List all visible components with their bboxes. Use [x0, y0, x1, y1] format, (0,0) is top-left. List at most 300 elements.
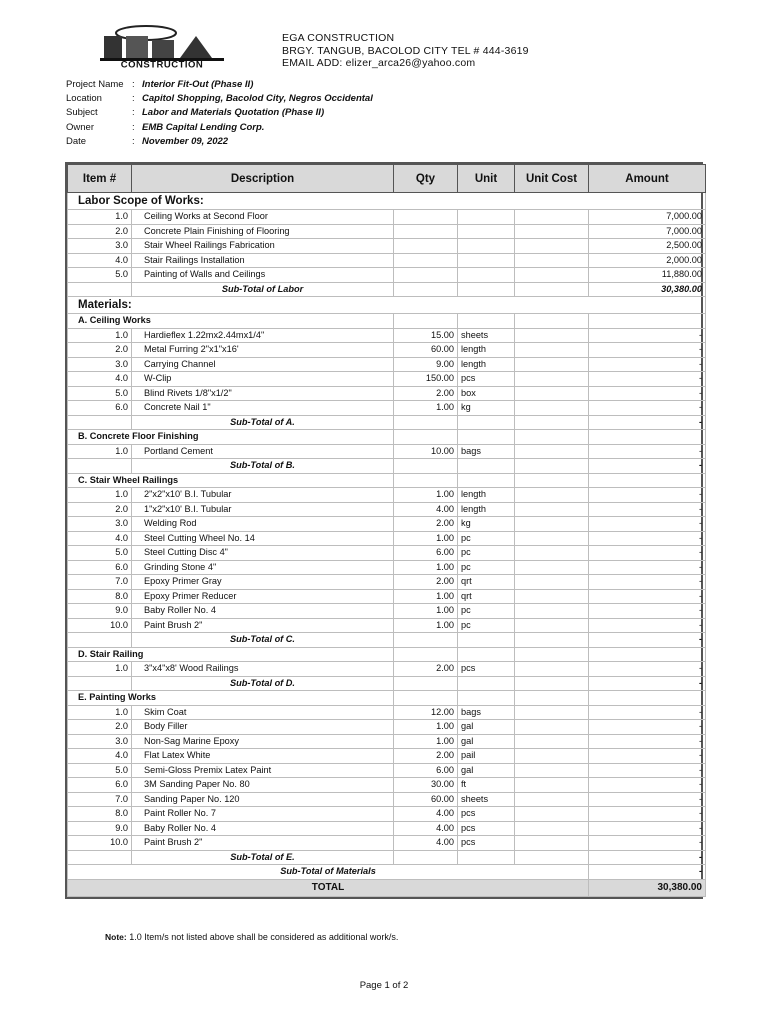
- item-unit: ft: [458, 778, 515, 793]
- subtotal-label: Sub-Total of Materials: [68, 865, 589, 880]
- item-unit: [458, 253, 515, 268]
- subtotal-amount: -: [589, 415, 706, 430]
- meta-value: Labor and Materials Quotation (Phase II): [142, 107, 325, 119]
- item-qty: [394, 268, 458, 283]
- item-qty: 15.00: [394, 328, 458, 343]
- empty-cell: [515, 647, 589, 662]
- item-unit-cost: [515, 821, 589, 836]
- item-amount: -: [589, 488, 706, 503]
- item-description: 2"x2"x10' B.I. Tubular: [132, 488, 394, 503]
- item-description: Non-Sag Marine Epoxy: [132, 734, 394, 749]
- item-qty: 12.00: [394, 705, 458, 720]
- table-row: [68, 734, 706, 749]
- item-unit-cost: [515, 502, 589, 517]
- empty-cell: [68, 633, 132, 648]
- item-description: Stair Railings Installation: [132, 253, 394, 268]
- subtotal-amount: -: [589, 459, 706, 474]
- item-unit: [458, 224, 515, 239]
- empty-cell: [515, 691, 589, 706]
- item-unit-cost: [515, 268, 589, 283]
- item-amount: -: [589, 401, 706, 416]
- item-amount: 2,500.00: [589, 239, 706, 254]
- item-amount: -: [589, 343, 706, 358]
- subsection-label: D. Stair Railing: [68, 647, 394, 662]
- item-no: 7.0: [68, 792, 132, 807]
- item-amount: -: [589, 444, 706, 459]
- item-unit-cost: [515, 604, 589, 619]
- table-row: [68, 560, 706, 575]
- subtotal-row: [68, 633, 706, 648]
- item-no: 2.0: [68, 224, 132, 239]
- item-qty: 60.00: [394, 792, 458, 807]
- table-row: [68, 720, 706, 735]
- empty-cell: [458, 459, 515, 474]
- item-amount: -: [589, 807, 706, 822]
- item-amount: 2,000.00: [589, 253, 706, 268]
- subsection-row: [68, 430, 706, 445]
- item-unit: pc: [458, 531, 515, 546]
- item-unit-cost: [515, 444, 589, 459]
- empty-cell: [515, 633, 589, 648]
- item-unit: kg: [458, 401, 515, 416]
- item-no: 1.0: [68, 210, 132, 225]
- item-amount: -: [589, 604, 706, 619]
- item-qty: 1.00: [394, 531, 458, 546]
- item-description: Concrete Plain Finishing of Flooring: [132, 224, 394, 239]
- empty-cell: [68, 282, 132, 297]
- table-row: [68, 343, 706, 358]
- item-unit-cost: [515, 575, 589, 590]
- item-unit-cost: [515, 749, 589, 764]
- meta-colon: :: [132, 107, 135, 119]
- item-amount: -: [589, 575, 706, 590]
- item-description: W-Clip: [132, 372, 394, 387]
- empty-cell: [394, 633, 458, 648]
- table-row: [68, 604, 706, 619]
- item-qty: 30.00: [394, 778, 458, 793]
- table-row: [68, 575, 706, 590]
- item-qty: 4.00: [394, 836, 458, 851]
- item-amount: -: [589, 662, 706, 677]
- table-row: [68, 357, 706, 372]
- meta-row: [66, 78, 373, 92]
- item-qty: [394, 239, 458, 254]
- empty-cell: [458, 473, 515, 488]
- item-unit-cost: [515, 531, 589, 546]
- subsection-label: B. Concrete Floor Finishing: [68, 430, 394, 445]
- empty-cell: [589, 430, 706, 445]
- table-row: [68, 792, 706, 807]
- empty-cell: [394, 314, 458, 329]
- empty-cell: [394, 676, 458, 691]
- item-description: Concrete Nail 1": [132, 401, 394, 416]
- subtotal-label: Sub-Total of Labor: [132, 282, 394, 297]
- item-no: 8.0: [68, 589, 132, 604]
- empty-cell: [589, 691, 706, 706]
- empty-cell: [394, 647, 458, 662]
- item-no: 6.0: [68, 778, 132, 793]
- item-description: Steel Cutting Wheel No. 14: [132, 531, 394, 546]
- item-unit-cost: [515, 401, 589, 416]
- item-unit-cost: [515, 357, 589, 372]
- section-row: [68, 193, 706, 210]
- item-unit-cost: [515, 517, 589, 532]
- item-unit: pcs: [458, 662, 515, 677]
- table-row: [68, 268, 706, 283]
- item-qty: 6.00: [394, 763, 458, 778]
- subtotal-row: [68, 676, 706, 691]
- item-unit-cost: [515, 210, 589, 225]
- item-unit: bags: [458, 705, 515, 720]
- meta-row: [66, 121, 373, 135]
- item-no: 1.0: [68, 328, 132, 343]
- item-unit: sheets: [458, 328, 515, 343]
- item-amount: -: [589, 705, 706, 720]
- item-qty: 4.00: [394, 807, 458, 822]
- subtotal-label: Sub-Total of C.: [132, 633, 394, 648]
- item-amount: -: [589, 778, 706, 793]
- item-qty: 1.00: [394, 604, 458, 619]
- item-unit-cost: [515, 224, 589, 239]
- empty-cell: [589, 314, 706, 329]
- table-row: [68, 705, 706, 720]
- table-row: [68, 372, 706, 387]
- item-unit: pcs: [458, 821, 515, 836]
- item-unit: [458, 239, 515, 254]
- item-unit-cost: [515, 734, 589, 749]
- item-unit-cost: [515, 618, 589, 633]
- item-description: Welding Rod: [132, 517, 394, 532]
- empty-cell: [515, 850, 589, 865]
- item-unit: [458, 210, 515, 225]
- item-unit-cost: [515, 705, 589, 720]
- table-row: [68, 328, 706, 343]
- item-qty: 2.00: [394, 749, 458, 764]
- subtotal-row: [68, 459, 706, 474]
- item-no: 10.0: [68, 836, 132, 851]
- item-unit: pcs: [458, 836, 515, 851]
- subtotal-label: Sub-Total of E.: [132, 850, 394, 865]
- subsection-label: C. Stair Wheel Railings: [68, 473, 394, 488]
- item-amount: -: [589, 517, 706, 532]
- item-amount: -: [589, 328, 706, 343]
- item-unit: pc: [458, 604, 515, 619]
- item-no: 2.0: [68, 343, 132, 358]
- subtotal-amount: 30,380.00: [589, 282, 706, 297]
- item-unit: length: [458, 488, 515, 503]
- item-description: Baby Roller No. 4: [132, 821, 394, 836]
- item-unit-cost: [515, 239, 589, 254]
- ega-construction-logo: [96, 24, 228, 68]
- empty-cell: [515, 676, 589, 691]
- meta-key: Date: [66, 135, 87, 147]
- item-description: Blind Rivets 1/8"x1/2": [132, 386, 394, 401]
- empty-cell: [68, 459, 132, 474]
- item-unit: pc: [458, 618, 515, 633]
- item-no: 1.0: [68, 488, 132, 503]
- table-row: [68, 224, 706, 239]
- item-no: 5.0: [68, 763, 132, 778]
- item-description: Grinding Stone 4": [132, 560, 394, 575]
- meta-key: Owner: [66, 121, 94, 133]
- empty-cell: [589, 647, 706, 662]
- empty-cell: [68, 676, 132, 691]
- meta-colon: :: [132, 135, 135, 147]
- item-no: 7.0: [68, 575, 132, 590]
- table-row: [68, 662, 706, 677]
- item-unit-cost: [515, 372, 589, 387]
- company-address: BRGY. TANGUB, BACOLOD CITY TEL # 444-3619: [282, 44, 529, 57]
- empty-cell: [68, 850, 132, 865]
- item-unit: pcs: [458, 807, 515, 822]
- item-amount: 7,000.00: [589, 210, 706, 225]
- empty-cell: [394, 415, 458, 430]
- meta-colon: :: [132, 121, 135, 133]
- item-qty: 9.00: [394, 357, 458, 372]
- item-qty: 1.00: [394, 720, 458, 735]
- subtotal-row: [68, 282, 706, 297]
- svg-text:CONSTRUCTION: CONSTRUCTION: [120, 59, 204, 68]
- item-qty: 2.00: [394, 575, 458, 590]
- item-description: Body Filler: [132, 720, 394, 735]
- item-description: Sanding Paper No. 120: [132, 792, 394, 807]
- item-no: 8.0: [68, 807, 132, 822]
- item-unit-cost: [515, 589, 589, 604]
- item-unit: length: [458, 343, 515, 358]
- meta-colon: :: [132, 79, 135, 90]
- subtotal-amount: -: [589, 633, 706, 648]
- section-label: Labor Scope of Works:: [68, 193, 706, 210]
- item-amount: -: [589, 372, 706, 387]
- empty-cell: [458, 415, 515, 430]
- subsection-label: E. Painting Works: [68, 691, 394, 706]
- item-description: 3"x4"x8' Wood Railings: [132, 662, 394, 677]
- subtotal-amount: -: [589, 865, 706, 880]
- item-description: Hardieflex 1.22mx2.44mx1/4": [132, 328, 394, 343]
- item-qty: 1.00: [394, 734, 458, 749]
- item-unit-cost: [515, 792, 589, 807]
- item-qty: 1.00: [394, 560, 458, 575]
- item-unit-cost: [515, 807, 589, 822]
- item-qty: 150.00: [394, 372, 458, 387]
- empty-cell: [68, 415, 132, 430]
- item-description: Metal Furring 2"x1"x16': [132, 343, 394, 358]
- item-qty: 6.00: [394, 546, 458, 561]
- table-row: [68, 517, 706, 532]
- section-label: Materials:: [68, 297, 706, 314]
- note: [105, 932, 398, 942]
- meta-row: [66, 92, 373, 106]
- item-no: 3.0: [68, 239, 132, 254]
- item-qty: 4.00: [394, 502, 458, 517]
- project-info: [66, 78, 373, 149]
- item-amount: -: [589, 763, 706, 778]
- subtotal-label: Sub-Total of D.: [132, 676, 394, 691]
- subsection-label: A. Ceiling Works: [68, 314, 394, 329]
- item-qty: 1.00: [394, 589, 458, 604]
- empty-cell: [458, 647, 515, 662]
- subsection-row: [68, 473, 706, 488]
- item-no: 4.0: [68, 253, 132, 268]
- col-item: Item #: [68, 165, 132, 193]
- item-no: 5.0: [68, 386, 132, 401]
- empty-cell: [458, 282, 515, 297]
- item-amount: -: [589, 792, 706, 807]
- meta-value: EMB Capital Lending Corp.: [142, 121, 265, 133]
- subtotal-label: Sub-Total of B.: [132, 459, 394, 474]
- empty-cell: [515, 314, 589, 329]
- subsection-row: [68, 691, 706, 706]
- item-unit: pc: [458, 560, 515, 575]
- item-no: 5.0: [68, 546, 132, 561]
- item-unit-cost: [515, 778, 589, 793]
- item-description: Ceiling Works at Second Floor: [132, 210, 394, 225]
- item-no: 4.0: [68, 531, 132, 546]
- table-row: [68, 210, 706, 225]
- table-row: [68, 807, 706, 822]
- meta-key: Location: [66, 93, 102, 105]
- empty-cell: [458, 633, 515, 648]
- item-unit-cost: [515, 720, 589, 735]
- empty-cell: [394, 282, 458, 297]
- item-unit: kg: [458, 517, 515, 532]
- item-description: Epoxy Primer Reducer: [132, 589, 394, 604]
- item-description: Epoxy Primer Gray: [132, 575, 394, 590]
- item-no: 10.0: [68, 618, 132, 633]
- item-unit: box: [458, 386, 515, 401]
- table-row: [68, 763, 706, 778]
- item-unit-cost: [515, 343, 589, 358]
- meta-value: Capitol Shopping, Bacolod City, Negros Occidental: [142, 93, 373, 105]
- item-no: 5.0: [68, 268, 132, 283]
- item-amount: -: [589, 502, 706, 517]
- item-unit-cost: [515, 328, 589, 343]
- item-description: Portland Cement: [132, 444, 394, 459]
- item-unit: bags: [458, 444, 515, 459]
- subtotal-row: [68, 850, 706, 865]
- empty-cell: [458, 676, 515, 691]
- materials-subtotal-row: [68, 865, 706, 880]
- item-unit: pail: [458, 749, 515, 764]
- item-unit-cost: [515, 662, 589, 677]
- col-amount: Amount: [589, 165, 706, 193]
- item-no: 2.0: [68, 502, 132, 517]
- empty-cell: [458, 430, 515, 445]
- empty-cell: [394, 691, 458, 706]
- item-description: Paint Brush 2": [132, 618, 394, 633]
- item-unit-cost: [515, 546, 589, 561]
- subsection-row: [68, 647, 706, 662]
- company-name: EGA CONSTRUCTION: [282, 32, 395, 44]
- item-amount: 11,880.00: [589, 268, 706, 283]
- item-qty: 2.00: [394, 517, 458, 532]
- item-description: Carrying Channel: [132, 357, 394, 372]
- empty-cell: [589, 473, 706, 488]
- meta-row: [66, 135, 373, 149]
- item-no: 1.0: [68, 444, 132, 459]
- item-no: 1.0: [68, 705, 132, 720]
- table-row: [68, 749, 706, 764]
- item-qty: 10.00: [394, 444, 458, 459]
- company-email: EMAIL ADD: elizer_arca26@yahoo.com: [282, 57, 476, 69]
- table-row: [68, 502, 706, 517]
- item-unit: qrt: [458, 589, 515, 604]
- empty-cell: [515, 473, 589, 488]
- item-description: Skim Coat: [132, 705, 394, 720]
- item-unit-cost: [515, 560, 589, 575]
- empty-cell: [458, 314, 515, 329]
- item-description: Semi-Gloss Premix Latex Paint: [132, 763, 394, 778]
- item-description: Paint Roller No. 7: [132, 807, 394, 822]
- item-amount: -: [589, 531, 706, 546]
- item-amount: -: [589, 734, 706, 749]
- item-unit-cost: [515, 253, 589, 268]
- item-no: 3.0: [68, 517, 132, 532]
- table-row: [68, 821, 706, 836]
- item-unit: qrt: [458, 575, 515, 590]
- empty-cell: [515, 282, 589, 297]
- quotation-table: [65, 162, 703, 899]
- empty-cell: [458, 691, 515, 706]
- table-row: [68, 401, 706, 416]
- item-qty: [394, 253, 458, 268]
- item-unit: gal: [458, 763, 515, 778]
- item-no: 3.0: [68, 734, 132, 749]
- col-qty: Qty: [394, 165, 458, 193]
- table-row: [68, 589, 706, 604]
- note-text: 1.0 Item/s not listed above shall be considered as additional work/s.: [129, 932, 399, 942]
- item-unit: pc: [458, 546, 515, 561]
- item-amount: -: [589, 821, 706, 836]
- total-row: [68, 879, 706, 896]
- subsection-row: [68, 314, 706, 329]
- item-no: 4.0: [68, 749, 132, 764]
- item-unit: sheets: [458, 792, 515, 807]
- table-row: [68, 836, 706, 851]
- item-description: Steel Cutting Disc 4": [132, 546, 394, 561]
- note-label: Note:: [105, 932, 127, 942]
- meta-colon: :: [132, 93, 135, 105]
- section-row: [68, 297, 706, 314]
- table-row: [68, 253, 706, 268]
- empty-cell: [394, 850, 458, 865]
- table-header: [68, 165, 706, 193]
- meta-key: Project Name: [66, 79, 124, 90]
- item-description: Paint Brush 2": [132, 836, 394, 851]
- meta-value: Interior Fit-Out (Phase II): [142, 79, 254, 90]
- empty-cell: [515, 415, 589, 430]
- table-row: [68, 778, 706, 793]
- table-row: [68, 239, 706, 254]
- page-number: Page 1 of 2: [359, 980, 409, 991]
- item-description: 3M Sanding Paper No. 80: [132, 778, 394, 793]
- item-qty: [394, 224, 458, 239]
- item-amount: -: [589, 589, 706, 604]
- item-no: 6.0: [68, 560, 132, 575]
- item-no: 3.0: [68, 357, 132, 372]
- item-no: 1.0: [68, 662, 132, 677]
- item-unit-cost: [515, 836, 589, 851]
- item-unit: length: [458, 502, 515, 517]
- item-description: Flat Latex White: [132, 749, 394, 764]
- item-qty: 60.00: [394, 343, 458, 358]
- empty-cell: [515, 459, 589, 474]
- table-row: [68, 531, 706, 546]
- item-qty: [394, 210, 458, 225]
- meta-value: November 09, 2022: [142, 135, 229, 147]
- item-no: 9.0: [68, 821, 132, 836]
- item-amount: 7,000.00: [589, 224, 706, 239]
